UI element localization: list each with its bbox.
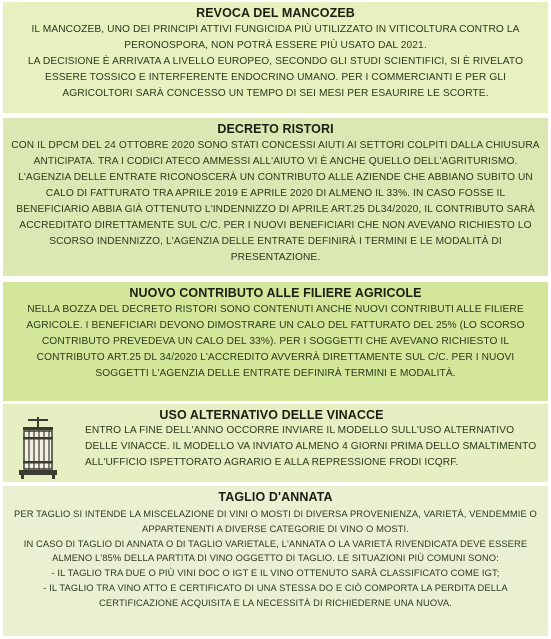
section-title: USO ALTERNATIVO DELLE VINACCE <box>159 408 384 422</box>
section-paragraph: - IL TAGLIO TRA VINO ATTO E CERTIFICATO DI UNA STESSA DO E CIÒ COMPORTA LA PERDITA DELLA CERTIFICAZIONE ACQUISITA E LA NECESSITÀ DI RICHIEDERNE UNA NUOVA. <box>43 581 508 608</box>
section-paragraph: PER TAGLIO SI INTENDE LA MISCELAZIONE DI VINI O MOSTI DI DIVERSA PROVENIENZA, VARIETÀ, VENDEMMIE O APPARTENENTI A DIVERSE CATEGORIE DI VINO O MOSTI. <box>14 508 537 534</box>
section-paragraph: IN CASO DI TAGLIO DI ANNATA O DI TAGLIO VARIETALE, L'ANNATA O LA VARIETÀ RIVENDICATA DEVE ESSERE ALMENO L'85% DELLA PARTITA DI VINO OGGETTO DI TAGLIO. LE SITUAZIONI PIÙ COMUNI SONO: <box>23 537 528 564</box>
section-paragraph: CON IL DPCM DEL 24 OTTOBRE 2020 SONO STATI CONCESSI AIUTI AI SETTORI COLPITI DALLA CHIUSURA ANTICIPATA. TRA I CODICI ATECO AMMESSI ALL'AIUTO VI È ANCHE QUELLO DELL'AGRITURISMO. <box>11 140 540 167</box>
section-title: DECRETO RISTORI <box>217 122 334 136</box>
section-paragraph: NELLA BOZZA DEL DECRETO RISTORI SONO CONTENUTI ANCHE NUOVI CONTRIBUTI ALLE FILIERE AGRICOLE. I BENEFICIARI DEVONO DIMOSTRARE UN CALO DEL FATTURATO DEL 25% (LO SCORSO CONTRIBUTO PREVEDEVA UN CALO DEL 33%). PER I SOGGETTI CHE AVEVANO RICHIESTO IL CONTRIBUTO ART.25 DL 34/2020 L'ACCREDITO AVVERRÀ DIRETTAMENTE SUL C/C. PER I NUOVI SOGGETTI L'AGENZIA DELLE ENTRATE DEFINIRÀ TERMINI E MODALITÀ. <box>26 304 525 379</box>
section-vinacce <box>3 404 548 482</box>
section-title: TAGLIO D'ANNATA <box>218 490 333 504</box>
section-filiere-agricole <box>3 282 548 401</box>
section-paragraph: - IL TAGLIO TRA DUE O PIÙ VINI DOC O IGT E IL VINO OTTENUTO SARÀ CLASSIFICATO COME IGT; <box>51 567 500 579</box>
section-paragraph: LA DECISIONE È ARRIVATA A LIVELLO EUROPEO, SECONDO GLI STUDI SCIENTIFICI, SI È RIVELATO ESSERE TOSSICO E INTERFERENTE ENDOCRINO UMANO. PER I COMMERCIANTI E PER GLI AGRICOLTORI SARÀ CONCESSO UN TEMPO DI SEI MESI PER ESAURIRE LE SCORTE. <box>27 56 524 99</box>
section-mancozeb <box>3 2 548 113</box>
section-taglio-annata <box>3 486 548 636</box>
section-title: REVOCA DEL MANCOZEB <box>196 6 355 20</box>
section-decreto-ristori <box>3 118 548 276</box>
section-title: NUOVO CONTRIBUTO ALLE FILIERE AGRICOLE <box>129 286 422 300</box>
wine-press-icon <box>18 417 58 479</box>
section-paragraph: L'AGENZIA DELLE ENTRATE RICONOSCERÀ UN CONTRIBUTO ALLE AZIENDE CHE ABBIANO SUBITO UN CALO DI FATTURATO TRA APRILE 2019 E APRILE 2020 DI ALMENO IL 33%. IN CASO FOSSE IL BENEFICIARIO ABBIA GIÀ OTTENUTO L'INDENNIZZO DI APRILE ART.25 DL34/2020, IL CONTRIBUTO SARÀ ACCREDITATO DIRETTAMENTE SUL C/C. PER I NUOVI BENEFICIARI CHE NON AVEVANO RICHIESTO LO SCORSO INDENNIZZO, L'AGENZIA DELLE ENTRATE DEFINIRÀ I TERMINI E LE MODALITÀ DI PRESENTAZIONE. <box>16 172 535 263</box>
section-paragraph: IL MANCOZEB, UNO DEI PRINCIPI ATTIVI FUNGICIDA PIÙ UTILIZZATO IN VITICOLTURA CONTRO LA PERONOSPORA, NON POTRÀ ESSERE PIÙ USATO DAL 2021. <box>31 24 520 51</box>
section-paragraph: ENTRO LA FINE DELL'ANNO OCCORRE INVIARE IL MODELLO SULL'USO ALTERNATIVO DELLE VINACCE. IL MODELLO VA INVIATO ALMENO 4 GIORNI PRIMA DELLO SMALTIMENTO ALL'UFFICIO ISPETTORATO AGRARIO E ALLA REPRESSIONE FRODI ICQRF. <box>85 425 537 468</box>
